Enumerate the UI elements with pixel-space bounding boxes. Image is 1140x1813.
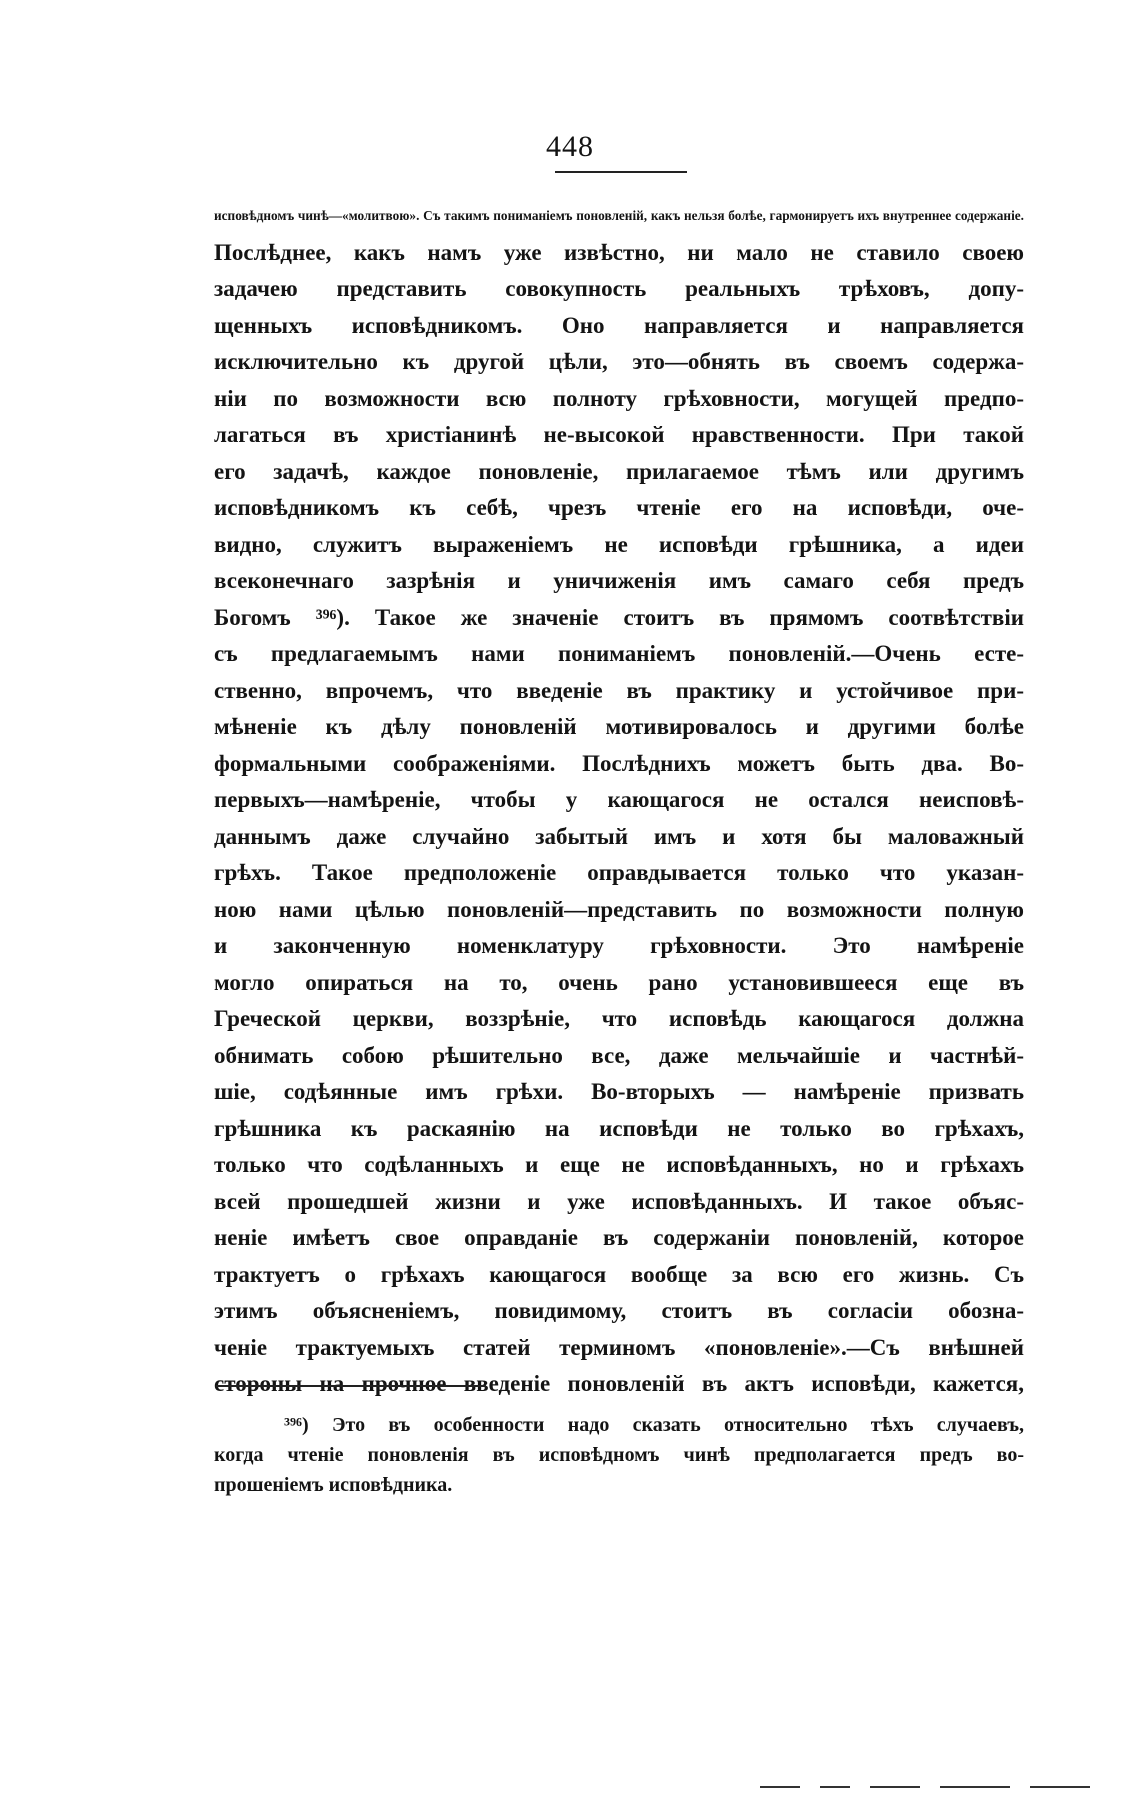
text-line: и законченную номенклатуру грѣховности. Это намѣреніе — [214, 933, 1024, 958]
text-line: всей прошедшей жизни и уже исповѣданныхъ. И такое объяс- — [214, 1188, 1024, 1214]
text-line: ственно, впрочемъ, что введеніе въ практику и устойчивое при- — [214, 677, 1024, 703]
text-line: грѣшника къ раскаянію на исповѣди не только во грѣхахъ, — [214, 1115, 1024, 1141]
text-line: Греческой церкви, воззрѣніе, что исповѣдь кающагося должна — [214, 1006, 1024, 1031]
text-line: задачею представить совокупность реальныхъ трѣховъ, допу- — [214, 276, 1024, 301]
text-line: лагаться въ христіанинѣ не-высокой нравственности. При такой — [214, 422, 1024, 447]
text-line: стороны на прочное введеніе поновленій въ актъ исповѣди, кажется, — [214, 1371, 1024, 1396]
text-line: первыхъ—намѣреніе, чтобы у кающагося не остался неисповѣ- — [214, 787, 1024, 812]
text-line: Богомъ ³⁹⁶). Такое же значеніе стоитъ въ прямомъ соотвѣтствіи — [214, 604, 1024, 630]
footnote-line: ³⁹⁶) Это въ особенности надо сказать относительно тѣхъ случаевъ, — [284, 1414, 1024, 1436]
text-line: этимъ объясненіемъ, повидимому, стоитъ въ согласіи обозна- — [214, 1298, 1024, 1323]
footnote-line: прошеніемъ исповѣдника. — [214, 1474, 453, 1496]
text-line: даннымъ даже случайно забытый имъ и хотя бы маловажный — [214, 823, 1024, 849]
text-line: его задачѣ, каждое поновленіе, прилагаемое тѣмъ или другимъ — [214, 458, 1024, 484]
text-line: ніи по возможности всю полноту грѣховности, могущей предпо- — [214, 385, 1024, 411]
text-line: Послѣднее, какъ намъ уже извѣстно, ни мало не ставило своею — [214, 239, 1024, 265]
text-line: ченіе трактуемыхъ статей терминомъ «поновленіе».—Съ внѣшней — [214, 1334, 1024, 1360]
text-line: шіе, содѣянные имъ грѣхи. Во-вторыхъ — намѣреніе призвать — [214, 1079, 1024, 1104]
page-number-underline — [555, 171, 687, 173]
text-line: исповѣдникомъ къ себѣ, чрезъ чтеніе его на исповѣди, оче- — [214, 495, 1024, 520]
text-line: неніе имѣетъ свое оправданіе въ содержаніи поновленій, которое — [214, 1225, 1024, 1250]
text-line: ною нами цѣлью поновленій—представить по возможности полную — [214, 896, 1024, 922]
text-line: могло опираться на то, очень рано установившееся еще въ — [214, 969, 1024, 995]
text-line: исповѣдномъ чинѣ—«молитвою». Съ такимъ пониманіемъ поновленій, какъ нельзя болѣе, гармонируетъ ихъ внутреннее содержаніе. — [214, 208, 1024, 223]
text-line: исключительно къ другой цѣли, это—обнять въ своемъ содержа- — [214, 349, 1024, 374]
text-line: грѣхъ. Такое предположеніе оправдывается только что указан- — [214, 860, 1024, 885]
text-line: съ предлагаемымъ нами пониманіемъ поновленій.—Очень есте- — [214, 641, 1024, 666]
footnote-line: когда чтеніе поновленія въ исповѣдномъ чинѣ предполагается предъ во- — [214, 1444, 1024, 1466]
text-line: мѣненіе къ дѣлу поновленій мотивировалось и другими болѣе — [214, 714, 1024, 739]
text-line: видно, служитъ выраженіемъ не исповѣди грѣшника, а идеи — [214, 531, 1024, 557]
page-number: 448 — [546, 130, 594, 163]
scan-artifact-marks — [760, 1784, 1120, 1792]
text-line: трактуетъ о грѣхахъ кающагося вообще за всю его жизнь. Съ — [214, 1261, 1024, 1287]
text-line: всеконечнаго зазрѣнія и уничиженія имъ самаго себя предъ — [214, 568, 1024, 593]
text-line: щенныхъ исповѣдникомъ. Оно направляется и направляется — [214, 312, 1024, 338]
body-text — [214, 198, 1024, 1403]
footnote-separator — [216, 1385, 486, 1387]
footnote — [214, 1410, 1024, 1500]
text-line: только что содѣланныхъ и еще не исповѣданныхъ, но и грѣхахъ — [214, 1152, 1024, 1177]
text-line: обнимать собою рѣшительно все, даже мельчайшіе и частнѣй- — [214, 1042, 1024, 1068]
text-line: формальными соображеніями. Послѣднихъ можетъ быть два. Во- — [214, 750, 1024, 776]
